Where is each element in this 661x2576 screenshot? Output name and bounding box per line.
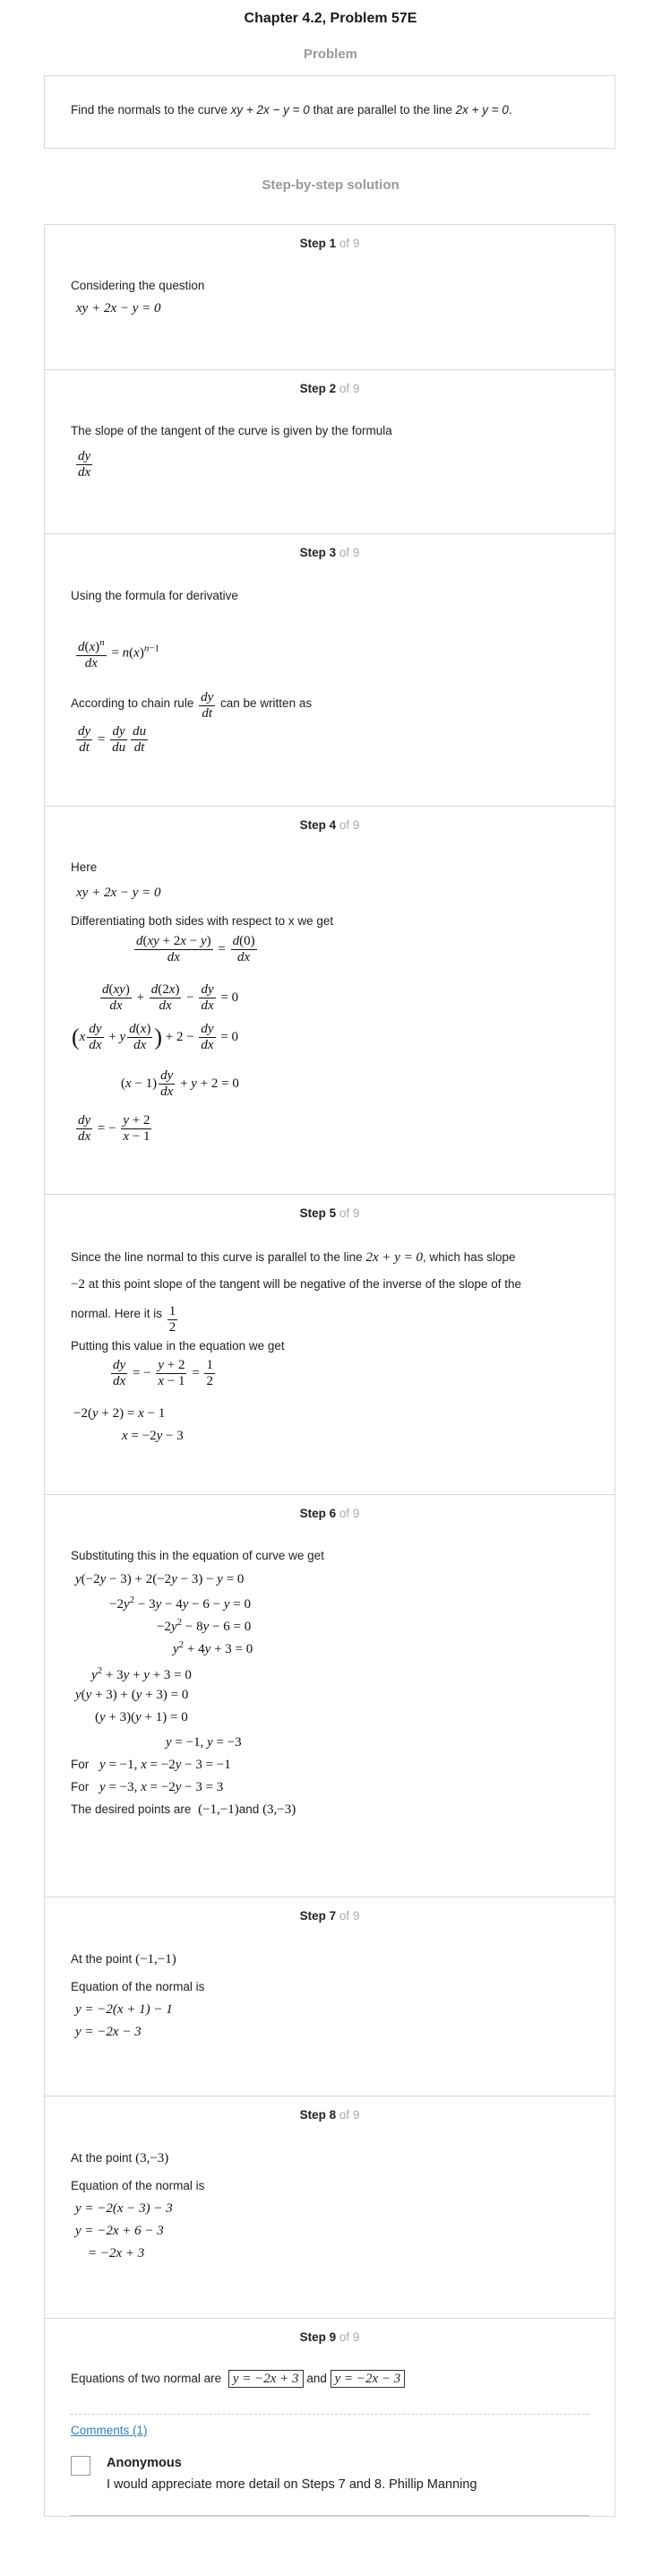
step-4-eq-2: $\frac{d(xy + 2x - y)}{dx}$ = $\frac{d(0)}{dx}$ (136, 934, 255, 964)
step-6-eq-7: (y + 3)(y + 1) = 0 (95, 1710, 188, 1725)
step-8-eqn-text: Equation of the normal is (71, 2179, 205, 2192)
step-6-eq-5: $y^2 + 3y + y + 3 = 0$ (91, 1665, 192, 1682)
step-2-text: The slope of the tangent of the curve is given by the formula (71, 424, 392, 437)
step-5-text-2: Putting this value in the equation we get (71, 1339, 285, 1353)
problem-curve: xy + 2x − y = 0 (230, 103, 310, 117)
step-5-line-3: normal. Here it is $\frac{1}{2}$ (71, 1304, 176, 1335)
step-1-text: Considering the question (71, 279, 205, 292)
step-1-eq: xy + 2x − y = 0 (76, 301, 161, 316)
step-8-eq-2: y = −2x + 6 − 3 (75, 2224, 164, 2238)
answer-2: y = −2x − 3 (330, 2370, 406, 2388)
comment-text: I would appreciate more detail on Steps 7 and 8. Phillip Manning (107, 2477, 477, 2492)
step-3-text-1: Using the formula for derivative (71, 589, 238, 602)
step-4-eq-3: $\frac{d(xy)}{dx}$ + $\frac{d(2x)}{dx}$ − $\frac{dy}{dx}$ = 0 (102, 982, 239, 1013)
step-6-eq-3: $-2y^2 - 8y - 6 = 0$ (157, 1617, 252, 1634)
step-2 (44, 369, 615, 533)
step-5-eq-3: x = −2y − 3 (122, 1429, 184, 1443)
step-3-header: Step 3 of 9 (299, 546, 360, 559)
step-5-header: Step 5 of 9 (299, 1206, 360, 1220)
step-4-eq-1: xy + 2x − y = 0 (76, 886, 161, 900)
step-7-eq-2: y = −2x − 3 (75, 2025, 142, 2039)
step-7-eqn-text: Equation of the normal is (71, 1980, 205, 1993)
step-6-header: Step 6 of 9 (299, 1507, 360, 1520)
problem-line: 2x + y = 0 (455, 103, 509, 117)
step-5-line-1: Since the line normal to this curve is parallel to the line 2x + y = 0, which has slope (71, 1250, 516, 1265)
step-6-for-2: For y = −3, x = −2y − 3 = 3 (71, 1780, 224, 1794)
step-6-eq-6: y(y + 3) + (y + 3) = 0 (75, 1688, 189, 1702)
step-9-header: Step 9 of 9 (299, 2330, 360, 2344)
step-7-at: At the point (−1,−1) (71, 1952, 176, 1967)
step-6-for-1: For y = −1, x = −2y − 3 = −1 (71, 1758, 231, 1772)
step-6-eq-2: $-2y^2 - 3y - 4y - 6 - y = 0$ (109, 1595, 251, 1612)
step-8-eq-3: = −2x + 3 (88, 2246, 145, 2260)
step-6-desired: The desired points are (−1,−1)and (3,−3) (71, 1802, 296, 1817)
step-7-eq-1: y = −2(x + 1) − 1 (75, 2002, 173, 2017)
step-3-power-rule: $\frac{d(x)^n}{dx}$ = $n(x)^{n-1}$ (78, 637, 160, 670)
comments-link[interactable]: Comments (1) (71, 2424, 148, 2437)
problem-text: Find the normals to the curve xy + 2x − y = 0 that are parallel to the line 2x + y = 0. (71, 103, 512, 117)
step-6-eq-4: $y^2 + 4y + 3 = 0$ (173, 1639, 253, 1656)
step-4-text-2: Differentiating both sides with respect to x we get (71, 914, 334, 928)
step-8-at: At the point (3,−3) (71, 2151, 169, 2165)
step-7-header: Step 7 of 9 (299, 1909, 360, 1923)
answer-1: y = −2x + 3 (228, 2370, 304, 2388)
step-4-eq-6: $\frac{dy}{dx}$ = − $\frac{y + 2}{x - 1}$ (78, 1113, 150, 1144)
step-4-header: Step 4 of 9 (299, 818, 360, 832)
step-1 (44, 224, 615, 369)
step-3-text-2: According to chain rule $\frac{dy}{dt}$ can be written as (71, 690, 313, 721)
page-title: Chapter 4.2, Problem 57E (244, 11, 417, 26)
problem-heading: Problem (303, 47, 357, 62)
step-6 (44, 1494, 615, 1897)
step-3-chain-rule: $\frac{dy}{dt}$ = $\frac{dy}{du}$ $\frac{du}{dt}$ (78, 724, 147, 755)
step-8-eq-1: y = −2(x − 3) − 3 (75, 2201, 173, 2216)
step-6-eq-8: y = −1, y = −3 (166, 1735, 242, 1750)
step-5-eq-1: $\frac{dy}{dx}$ = − $\frac{y + 2}{x - 1}$ = $\frac{1}{2}$ (113, 1358, 213, 1388)
step-3 (44, 533, 615, 806)
step-4-eq-4: (x $\frac{dy}{dx}$ + y $\frac{d(x)}{dx}$ ) + 2 − $\frac{dy}{dx}$ = 0 (72, 1022, 239, 1052)
step-8-header: Step 8 of 9 (299, 2108, 360, 2122)
step-6-eq-1: y(−2y − 3) + 2(−2y − 3) − y = 0 (75, 1572, 245, 1586)
step-5 (44, 1194, 615, 1494)
comments-divider (70, 2414, 589, 2415)
step-2-header: Step 2 of 9 (299, 382, 360, 395)
solution-heading: Step-by-step solution (262, 177, 399, 193)
step-8 (44, 2096, 615, 2318)
step-2-eq: $\frac{dy}{dx}$ (78, 449, 91, 480)
step-9-text: Equations of two normal are y = −2x + 3 and y = −2x − 3 (71, 2372, 405, 2387)
step-6-text-1: Substituting this in the equation of curve we get (71, 1549, 324, 1562)
comments-bottom-divider (70, 2515, 589, 2516)
step-4-eq-5: (x − 1) $\frac{dy}{dx}$ + y + 2 = 0 (121, 1068, 239, 1099)
step-7 (44, 1897, 615, 2096)
problem-box (44, 75, 615, 149)
step-4 (44, 806, 615, 1194)
step-4-text-1: Here (71, 860, 98, 874)
commenter-avatar (71, 2456, 90, 2476)
comment-author: Anonymous (107, 2456, 182, 2470)
step-1-header: Step 1 of 9 (299, 237, 360, 250)
step-5-eq-2: −2(y + 2) = x − 1 (73, 1406, 166, 1421)
step-5-line-2: −2 at this point slope of the tangent will be negative of the inverse of the slope of the (71, 1277, 522, 1292)
